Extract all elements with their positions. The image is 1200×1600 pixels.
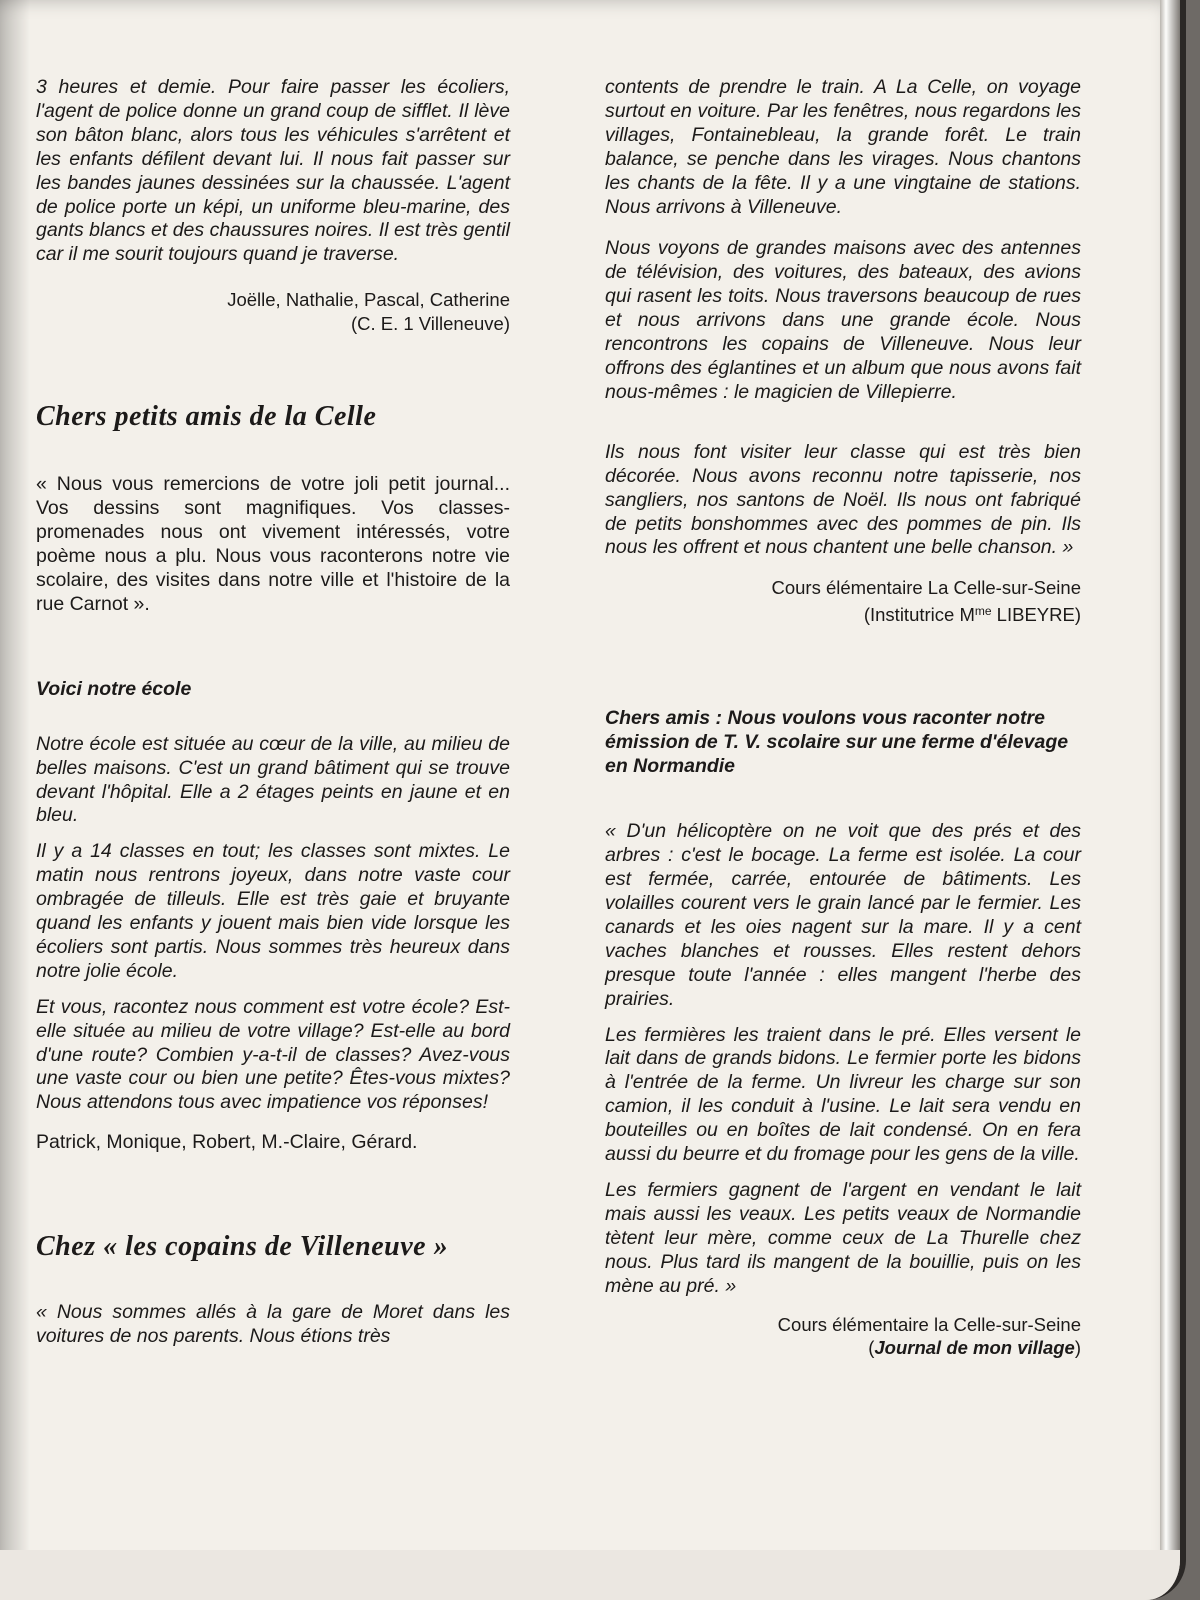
paragraph: « Nous vous remercions de votre joli petit journal... Vos dessins sont magnifiques. Vos classes-promenades nous ont vivement intéressés, votre poème nous a plu. Nous vous raconterons notre vie scolaire, des visites dans notre ville et l'histoire de la rue Carnot ». <box>36 473 510 615</box>
signature-school: Cours élémentaire La Celle-sur-Seine <box>771 577 1081 599</box>
paragraph: « Nous sommes allés à la gare de Moret dans les voitures de nos parents. Nous étions très <box>36 1301 510 1348</box>
signature-class: (C. E. 1 Villeneuve) <box>350 312 510 334</box>
signature-names: Joëlle, Nathalie, Pascal, Catherine <box>227 289 510 311</box>
signature-teacher: (Institutrice $M^{me}$ LIBEYRE) <box>863 603 1081 625</box>
signature-school: Cours élémentaire la Celle-sur-Seine <box>777 1313 1081 1335</box>
paragraph: Et vous, racontez nous comment est votre école? Est-elle située au milieu de votre village? Est-elle au bord d'une route? Combien y-a-t-il de classes? Avez-vous une vaste cour ou bien une petite? Êtes-vous mixtes? Nous attendons tous avec impatience vos réponses! <box>36 995 510 1114</box>
paragraph: « D'un hélicoptère on ne voit que des prés et des arbres : c'est le bocage. La ferme est isolée. La cour est fermée, carrée, entourée de bâtiments. Les volailles courent vers le grain lancé par le fermier. Les canards et les oies nagent sur la mare. Il y a cent vaches blanches et rousses. Elles restent dehors presque toute l'année : elles mangent l'herbe des prairies. <box>605 820 1081 1010</box>
page-bottom-edge <box>0 1550 1180 1600</box>
section-heading: Voici notre école <box>36 677 192 700</box>
section-heading: Chez « les copains de Villeneuve » <box>36 1231 449 1263</box>
section-heading: Chers petits amis de la Celle <box>36 401 377 433</box>
binding-shadow <box>0 0 30 1600</box>
paragraph: contents de prendre le train. A La Celle, on voyage surtout en voiture. Par les fenêtres, nous regardons les villages, Fontainebleau, la grande forêt. Le train balance, se penche dans les virages. Nous chantons les chants de la fête. Il y a une vingtaine de stations. Nous arrivons à Villeneuve. <box>605 76 1081 218</box>
right-column <box>605 76 1081 1360</box>
paragraph: Les fermières les traient dans le pré. Elles versent le lait dans de grands bidons. Le fermier porte les bidons à l'entrée de la ferme. Un livreur les charge sur son camion, il les conduit à l'usine. Le lait sera vendu en bouteilles ou en boîtes de lait condensé. On en fera aussi du beurre et du fromage pour les gens de la ville. <box>605 1023 1081 1166</box>
signature-names: Patrick, Monique, Robert, M.-Claire, Gérard. <box>36 1131 418 1154</box>
page-edge <box>1160 0 1180 1600</box>
left-column <box>36 76 510 1349</box>
paragraph: Les fermiers gagnent de l'argent en vendant le lait mais aussi les veaux. Les petits veaux de Normandie tètent leur mère, comme ceux de La Thurelle chez nous. Plus tard ils mangent de la bouillie, puis on les mène au pré. » <box>605 1179 1081 1297</box>
signature-source: (Journal de mon village) <box>868 1337 1081 1359</box>
paragraph: Ils nous font visiter leur classe qui est très bien décorée. Nous avons reconnu notre tapisserie, nos sangliers, nos santons de Noël. Ils nous ont fabriqué de petits bonshommes avec des pommes de pin. Ils nous les offrent et nous chantent une belle chanson. » <box>605 440 1081 559</box>
section-heading: Chers amis : Nous voulons vous raconter notre émission de T. V. scolaire sur une ferme d'élevage en Normandie <box>605 707 1069 778</box>
paragraph: 3 heures et demie. Pour faire passer les écoliers, l'agent de police donne un grand coup de sifflet. Il lève son bâton blanc, alors tous les véhicules s'arrêtent et les enfants défilent devant lui. Il nous fait passer sur les bandes jaunes dessinées sur la chaussée. L'agent de police porte un képi, un uniforme bleu-marine, des gants blancs et des chaussures noires. Il est très gentil car il me sourit toujours quand je traverse. <box>36 76 510 266</box>
paragraph: Nous voyons de grandes maisons avec des antennes de télévision, des voitures, des bateaux, des avions qui rasent les toits. Nous traversons beaucoup de rues et nous arrivons dans une grande école. Nous rencontrons les copains de Villeneuve. Nous leur offrons des églantines et un album que nous avons fait nous-mêmes : le magicien de Villepierre. <box>605 237 1081 403</box>
paragraph: Il y a 14 classes en tout; les classes sont mixtes. Le matin nous rentrons joyeux, dans notre vaste cour ombragée de tilleuls. Elle est très gaie et bruyante quand les enfants y jouent mais bien vide lorsque les écoliers sont partis. Nous sommes très heureux dans notre jolie école. <box>36 840 510 982</box>
paragraph: Notre école est située au cœur de la ville, au milieu de belles maisons. C'est un grand bâtiment qui se trouve devant l'hôpital. Elle a 2 étages peints en jaune et en bleu. <box>36 732 510 827</box>
